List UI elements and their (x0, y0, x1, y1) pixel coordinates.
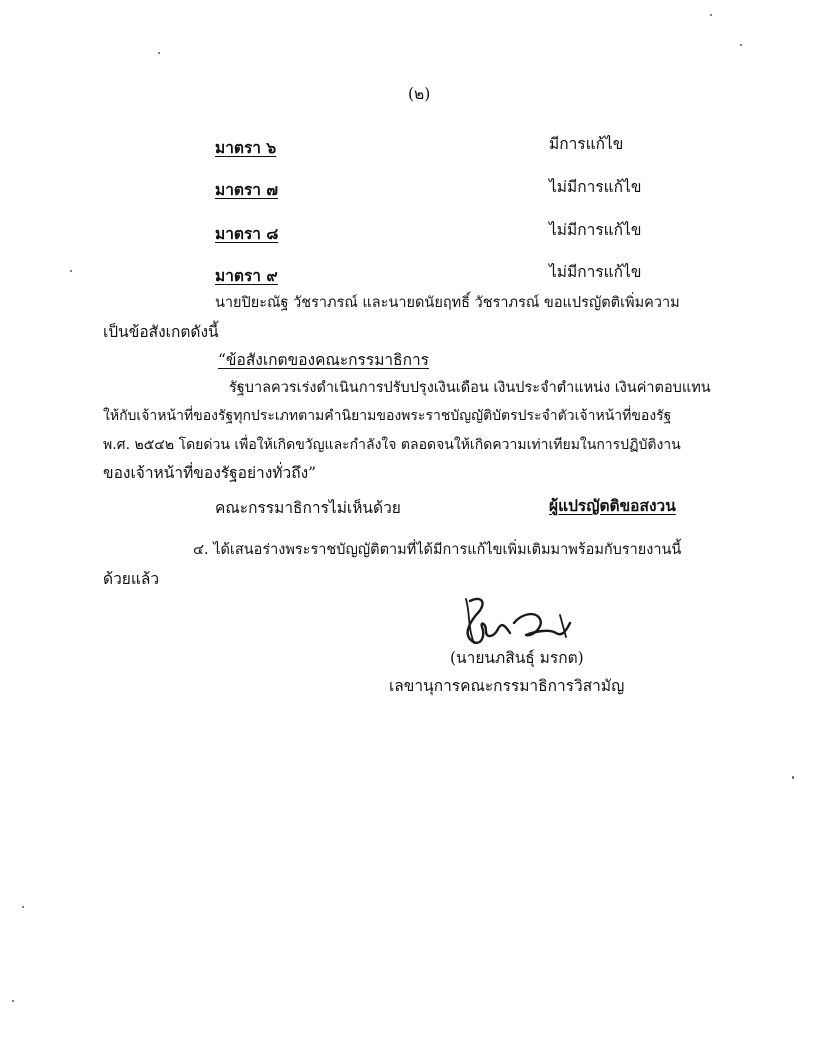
observation-line-2: ให้กับเจ้าหน้าที่ของรัฐทุกประเภทตามคำนิยามของพระราชบัญญัติบัตรประจำตัวเจ้าหน้าที่ของรัฐ (103, 408, 672, 424)
observation-line-4: ของเจ้าหน้าที่ของรัฐอย่างทั่วถึง” (103, 464, 317, 482)
observation-line-3: พ.ศ. ๒๕๔๒ โดยด่วน เพื่อให้เกิดขวัญและกำลังใจ ตลอดจนให้เกิดความเท่าเทียมในการปฏิบัติงาน (103, 437, 681, 453)
scan-speck (22, 906, 24, 908)
page-number: (๒) (408, 85, 431, 103)
amendment-line-2: เป็นข้อสังเกตดังนี้ (103, 323, 219, 341)
amender-reserve: ผู้แปรญัตติขอสงวน (549, 496, 676, 515)
signer-name: (นายนภสินธุ์ มรกต) (450, 649, 584, 667)
observation-heading: “ข้อสังเกตของคณะกรรมาธิการ (218, 351, 429, 369)
section-8-label: มาตรา ๘ (215, 224, 279, 243)
section-9-label: มาตรา ๙ (215, 266, 278, 285)
section-6-status: มีการแก้ไข (549, 135, 624, 153)
scan-speck (710, 14, 712, 16)
section-9-status: ไม่มีการแก้ไข (549, 263, 642, 281)
scan-speck (70, 270, 72, 272)
item-4-line-1: ๔. ได้เสนอร่างพระราชบัญญัติตามที่ได้มีการแก้ไขเพิ่มเติมมาพร้อมกับรายงานนี้ (193, 542, 682, 558)
scan-speck (740, 44, 742, 46)
section-7-label: มาตรา ๗ (215, 180, 279, 199)
scan-speck (158, 52, 160, 54)
section-8-status: ไม่มีการแก้ไข (549, 221, 642, 239)
scan-speck (12, 1000, 14, 1002)
scan-speck (792, 776, 794, 779)
section-6-label: มาตรา ๖ (215, 138, 277, 157)
observation-line-1: รัฐบาลควรเร่งดำเนินการปรับปรุงเงินเดือน เงินประจำตำแหน่ง เงินค่าตอบแทน (229, 380, 711, 396)
signature (456, 593, 576, 649)
section-7-status: ไม่มีการแก้ไข (549, 178, 642, 196)
item-4-line-2: ด้วยแล้ว (103, 570, 160, 588)
signer-title: เลขานุการคณะกรรมาธิการวิสามัญ (389, 677, 625, 695)
committee-disagree: คณะกรรมาธิการไม่เห็นด้วย (215, 499, 401, 517)
amendment-line-1: นายปิยะณัฐ วัชราภรณ์ และนายดนัยฤทธิ์ วัชราภรณ์ ขอแปรญัตติเพิ่มความ (215, 295, 680, 311)
